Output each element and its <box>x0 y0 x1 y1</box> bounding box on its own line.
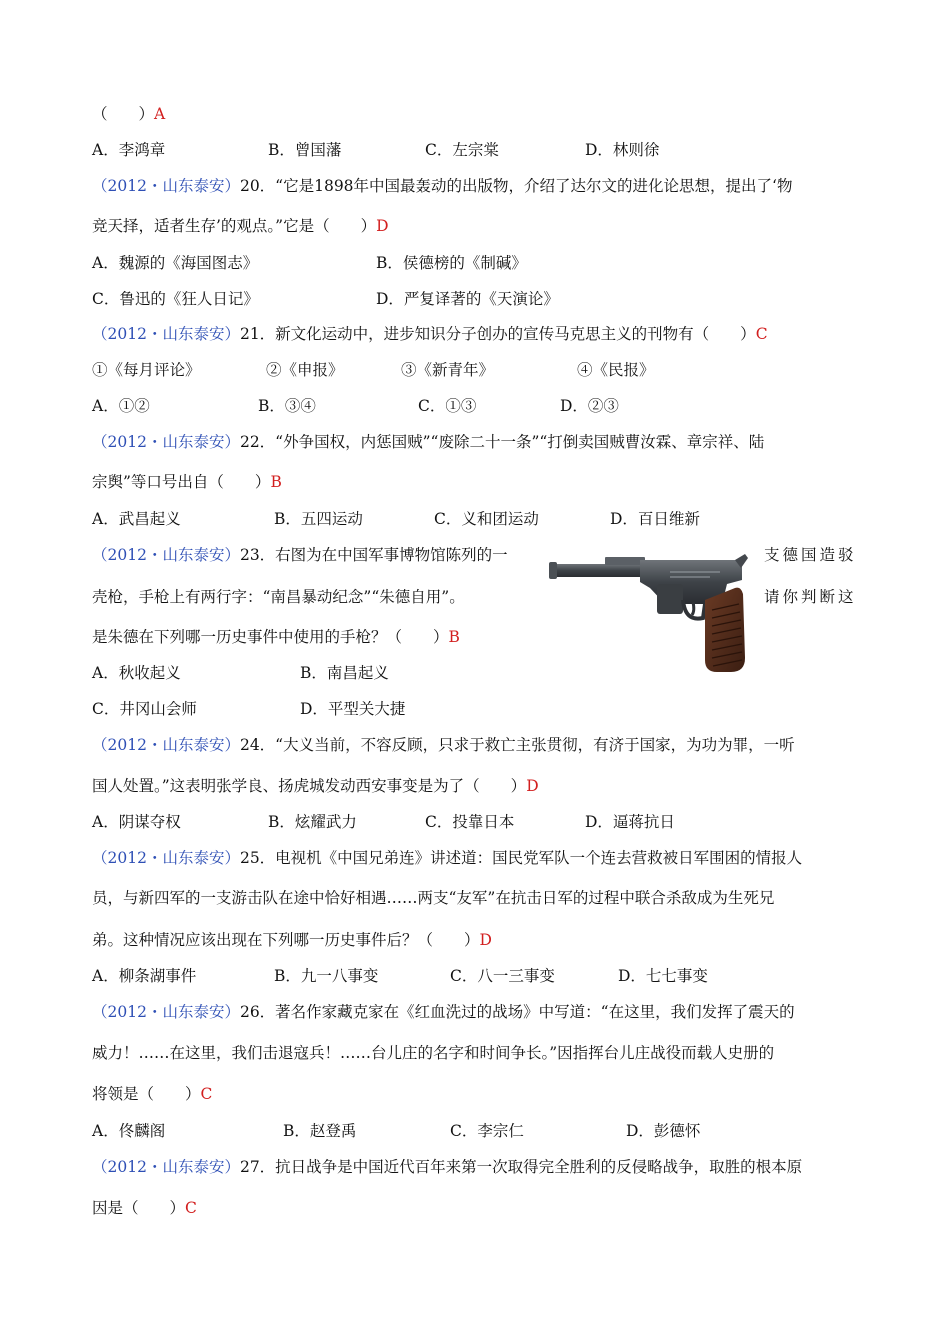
q23-line2a: 壳枪，手枪上有两行字：“南昌暴动纪念”“朱德自用”。 <box>92 588 465 606</box>
q21-item-3: ③《新青年》 <box>401 361 495 379</box>
q19-answer: A <box>154 105 166 123</box>
q26-option-b: B．赵登禹 <box>283 1122 357 1140</box>
q22-option-b: B．五四运动 <box>274 510 363 528</box>
q21-item-1: ①《每月评论》 <box>92 361 201 379</box>
q26-line3 <box>92 1084 212 1104</box>
q25-option-c: C．八一三事变 <box>450 967 555 985</box>
q23-option-b: B．南昌起义 <box>300 664 389 682</box>
q25-option-b: B．九一八事变 <box>274 967 379 985</box>
q24-line1 <box>92 735 795 755</box>
q20-option-c: C．鲁迅的《狂人日记》 <box>92 290 259 308</box>
q25-answer: D <box>479 931 492 949</box>
q20-option-a: A．魏源的《海国图志》 <box>92 254 259 272</box>
q19-option-d: D．林则徐 <box>585 141 660 159</box>
q24-option-c: C．投靠日本 <box>425 813 515 831</box>
q26-line2: 威力！……在这里，我们击退寇兵！……台儿庄的名字和时间争长。”因指挥台儿庄战役而载人史册的 <box>92 1044 775 1062</box>
q23-text3: 是朱德在下列哪一历史事件中使用的手枪？（ ） <box>92 628 449 646</box>
q24-line2 <box>92 776 539 796</box>
q24-option-b: B．炫耀武力 <box>268 813 357 831</box>
q21-option-b: B．③④ <box>258 397 316 415</box>
q21-line1 <box>92 324 768 344</box>
q26-answer: C <box>200 1085 213 1103</box>
q19-stem <box>92 104 165 124</box>
q22-line2 <box>92 472 282 492</box>
q24-option-a: A．阴谋夺权 <box>92 813 181 831</box>
q25-text1: 25．电视机《中国兄弟连》讲述道：国民党军队一个连去营救被日军围困的情报人 <box>239 849 803 867</box>
q26-text1: 26．著名作家藏克家在《红血洗过的战场》中写道：“在这里，我们发挥了震天的 <box>239 1003 795 1021</box>
q22-answer: B <box>270 473 282 491</box>
q22-option-c: C．义和团运动 <box>434 510 539 528</box>
q25-line3 <box>92 930 492 950</box>
q20-option-d: D．严复译著的《天演论》 <box>376 290 559 308</box>
q23-line1b: 支德国造驳 <box>764 546 857 564</box>
q25-option-a: A．柳条湖事件 <box>92 967 197 985</box>
q26-source: （2012・山东泰安） <box>92 1003 240 1021</box>
q24-option-d: D．逼蒋抗日 <box>585 813 675 831</box>
q24-text1: 24．“大义当前，不容反顾，只求于救亡主张贯彻，有济于国家，为功为罪，一听 <box>239 736 795 754</box>
q20-answer: D <box>376 217 389 235</box>
q26-option-c: C．李宗仁 <box>450 1122 524 1140</box>
q23-option-c: C．井冈山会师 <box>92 700 197 718</box>
q26-option-d: D．彭德怀 <box>626 1122 701 1140</box>
q22-text2: 宗舆”等口号出自（ ） <box>92 473 271 491</box>
q20-option-b: B．侯德榜的《制碱》 <box>376 254 527 272</box>
q22-text1: 22．“外争国权，内惩国贼”“废除二十一条”“打倒卖国贼曹汝霖、章宗祥、陆 <box>239 433 765 451</box>
q24-answer: D <box>526 777 539 795</box>
q22-option-d: D．百日维新 <box>610 510 700 528</box>
q21-option-c: C．①③ <box>418 397 477 415</box>
q20-text2: 竞天择，适者生存’的观点。”它是（ ） <box>92 217 377 235</box>
q23-text1a: 23．右图为在中国军事博物馆陈列的一 <box>239 546 508 564</box>
q24-text2: 国人处置。”这表明张学良、扬虎城发动西安事变是为了（ ） <box>92 777 527 795</box>
q27-text1: 27．抗日战争是中国近代百年来第一次取得完全胜利的反侵略战争，取胜的根本原 <box>239 1158 803 1176</box>
q23-source: （2012・山东泰安） <box>92 546 240 564</box>
q21-item-4: ④《民报》 <box>577 361 655 379</box>
q27-source: （2012・山东泰安） <box>92 1158 240 1176</box>
q27-answer: C <box>185 1199 197 1217</box>
q22-option-a: A．武昌起义 <box>92 510 181 528</box>
q19-option-c: C．左宗棠 <box>425 141 499 159</box>
q20-line2 <box>92 216 389 236</box>
q20-text1: 20．“它是1898年中国最轰动的出版物，介绍了达尔文的进化论思想，提出了‘物 <box>239 177 793 195</box>
q20-line1 <box>92 176 792 196</box>
q25-source: （2012・山东泰安） <box>92 849 240 867</box>
q22-source: （2012・山东泰安） <box>92 433 240 451</box>
q19-option-a: A．李鸿章 <box>92 141 166 159</box>
q19-stem-text: （ ） <box>92 105 155 123</box>
q27-line2 <box>92 1198 197 1218</box>
q23-line3 <box>92 627 460 647</box>
q21-option-d: D．②③ <box>560 397 619 415</box>
q27-line1 <box>92 1157 802 1177</box>
q23-line1 <box>92 545 508 565</box>
q24-source: （2012・山东泰安） <box>92 736 240 754</box>
q21-answer: C <box>755 325 768 343</box>
q26-text3: 将领是（ ） <box>92 1085 201 1103</box>
q25-text3: 弟。这种情况应该出现在下列哪一历史事件后？（ ） <box>92 931 480 949</box>
q26-option-a: A．佟麟阁 <box>92 1122 166 1140</box>
pistol-image <box>545 548 750 676</box>
q22-line1 <box>92 432 764 452</box>
q23-option-d: D．平型关大捷 <box>300 700 406 718</box>
q25-line1 <box>92 848 802 868</box>
q25-option-d: D．七七事变 <box>618 967 708 985</box>
q21-option-a: A．①② <box>92 397 150 415</box>
q19-option-b: B．曾国藩 <box>268 141 342 159</box>
q27-text2: 因是（ ） <box>92 1199 186 1217</box>
q20-source: （2012・山东泰安） <box>92 177 240 195</box>
q21-item-2: ②《申报》 <box>266 361 344 379</box>
q23-option-a: A．秋收起义 <box>92 664 181 682</box>
q26-line1 <box>92 1002 795 1022</box>
q21-text1: 21．新文化运动中，进步知识分子创办的宣传马克思主义的刊物有（ ） <box>239 325 756 343</box>
q23-answer: B <box>448 628 460 646</box>
q25-line2: 员，与新四军的一支游击队在途中恰好相遇……两支“友军”在抗击日军的过程中联合杀敌成为生死兄 <box>92 889 775 907</box>
q21-source: （2012・山东泰安） <box>92 325 240 343</box>
q23-line2b: 请你判断这 <box>764 588 857 606</box>
